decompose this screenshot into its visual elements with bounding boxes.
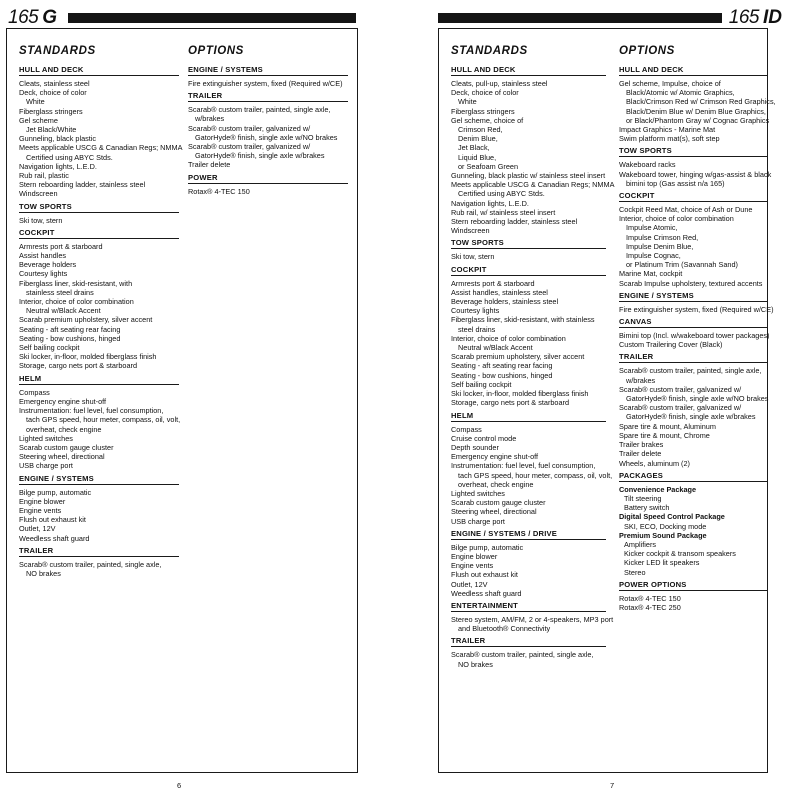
spec-item: Impulse Crimson Red,: [626, 232, 699, 242]
spec-item: Courtesy lights: [451, 306, 500, 316]
spec-item: Bilge pump, automatic: [19, 487, 92, 497]
spec-item: Black/Crimson Red w/ Crimson Red Graphics,: [626, 97, 776, 107]
standards-heading: STANDARDS: [19, 45, 96, 57]
spec-item: Rub rail, w/ stainless steel insert: [451, 207, 556, 217]
spec-item: Stereo system, AM/FM, 2 or 4-speakers, MP3 port: [451, 614, 614, 624]
spec-item: Gunneling, black plastic w/ stainless steel insert: [451, 171, 606, 181]
spec-list: [619, 485, 767, 577]
spec-item: Denim Blue,: [458, 134, 498, 144]
spec-item: White: [458, 97, 477, 107]
spec-item: Scarab premium upholstery, silver accent: [451, 352, 585, 362]
spec-item: Trailer delete: [188, 160, 231, 170]
spec-item: Fire extinguisher system, fixed (Required w/CE): [619, 304, 774, 314]
standards-heading: STANDARDS: [451, 45, 528, 57]
spec-item: tach GPS speed, hour meter, compass, oil, volt,: [26, 415, 181, 425]
options-column: [619, 45, 776, 615]
spec-item: Meets applicable USCG & Canadian Regs; NMMA: [451, 180, 615, 190]
spec-item: Impulse Denim Blue,: [626, 241, 694, 251]
spec-item: overheat, check engine: [26, 424, 102, 434]
spec-item: Spare tire & mount, Chrome: [619, 430, 710, 440]
spec-item: USB charge port: [19, 461, 73, 471]
spec-item: or Seafoam Green: [458, 161, 519, 171]
spec-item: Scarab® custom trailer, galvanized w/: [619, 384, 742, 394]
spec-item: Marine Mat, cockpit: [619, 269, 683, 279]
spec-item: Compass: [19, 387, 50, 397]
spec-item: Neutral w/Black Accent: [458, 343, 533, 353]
spec-item: Ski locker, in-floor, molded fiberglass finish: [451, 389, 589, 399]
section-heading: PACKAGES: [619, 471, 767, 482]
section-heading: ENGINE / SYSTEMS / DRIVE: [451, 529, 606, 540]
spec-item: Lighted switches: [451, 488, 505, 498]
section-heading: POWER OPTIONS: [619, 580, 767, 591]
spec-list: [619, 594, 767, 612]
section-heading: COCKPIT: [619, 191, 767, 202]
section-heading: ENGINE / SYSTEMS: [188, 65, 348, 76]
spec-item: Rotax® 4-TEC 250: [619, 602, 681, 612]
section-heading: POWER: [188, 173, 348, 184]
spec-item: GatorHyde® finish, single axle w/brakes: [626, 412, 756, 422]
section-heading: HULL AND DECK: [19, 65, 179, 76]
spec-item: GatorHyde® finish, single axle w/NO brakes: [626, 394, 769, 404]
spec-list: [451, 424, 613, 526]
spec-item: Courtesy lights: [19, 269, 68, 279]
spec-item: Storage, cargo nets port & starboard: [451, 398, 570, 408]
section-heading: TOW SPORTS: [19, 202, 179, 213]
spec-item: Navigation lights, L.E.D.: [19, 161, 97, 171]
spec-item: NO brakes: [458, 659, 493, 669]
spec-list: [619, 205, 767, 288]
spec-item: Cruise control mode: [451, 433, 517, 443]
spec-item: SKI, ECO, Docking mode: [624, 521, 707, 531]
spec-item: Scarab custom gauge cluster: [19, 442, 114, 452]
spec-item: Flush out exhaust kit: [451, 570, 518, 580]
spec-item: Beverage holders, stainless steel: [451, 297, 559, 307]
spec-item: Engine blower: [451, 551, 498, 561]
spec-item: Wakeboard tower, hinging w/gas-assist & black: [619, 169, 772, 179]
spec-list: [19, 388, 179, 471]
spec-item: Interior, choice of color combination: [451, 333, 566, 343]
spec-item: Scarab® custom trailer, galvanized w/: [619, 403, 742, 413]
spec-item: Fiberglass stringers: [19, 106, 83, 116]
spec-item: Bimini top (Incl. w/wakeboard tower packages): [619, 331, 770, 341]
spec-item: Deck, choice of color: [19, 88, 87, 98]
model-number: 165: [728, 7, 759, 28]
section-heading: COCKPIT: [19, 228, 179, 239]
spec-item: Fire extinguisher system, fixed (Required w/CE): [188, 79, 343, 88]
spec-item: Crimson Red,: [458, 125, 503, 135]
spec-list: [451, 614, 614, 634]
spec-item: Navigation lights, L.E.D.: [451, 198, 529, 208]
spec-item: Instrumentation: fuel level, fuel consumption,: [19, 406, 164, 416]
spec-item: Steering wheel, directional: [451, 507, 537, 517]
spec-list: [619, 331, 770, 350]
spec-list: [19, 216, 179, 225]
page-number: 6: [177, 781, 182, 790]
spec-item: Seating - aft seating rear facing: [19, 324, 121, 334]
spec-item: Gel scheme: [19, 115, 58, 125]
section-heading: TRAILER: [451, 636, 606, 647]
spec-item: Black/Denim Blue w/ Denim Blue Graphics,: [626, 106, 766, 116]
spec-item: Outlet, 12V: [451, 579, 488, 589]
spec-item: Lighted switches: [19, 433, 73, 443]
spec-list: [451, 79, 615, 236]
spec-item: Amplifiers: [624, 539, 657, 549]
spec-item: Assist handles, stainless steel: [451, 287, 548, 297]
spec-list: [451, 279, 606, 408]
spec-item: Impulse Atomic,: [626, 223, 678, 233]
section-heading: TOW SPORTS: [619, 146, 767, 157]
spec-item: Scarab® custom trailer, galvanized w/: [188, 142, 311, 152]
spec-item: Self bailing cockpit: [451, 379, 512, 389]
spec-list: [19, 560, 179, 578]
section-heading: ENTERTAINMENT: [451, 601, 606, 612]
spec-item: Emergency engine shut-off: [19, 396, 107, 406]
spec-list: [188, 105, 348, 169]
spec-item: bimini top (Gas assist n/a 165): [626, 178, 725, 188]
spec-item: Black/Atomic w/ Atomic Graphics,: [626, 88, 735, 98]
spec-item: Deck, choice of color: [451, 88, 519, 98]
spec-item: w/brakes: [195, 114, 225, 124]
spec-item: Battery switch: [624, 503, 670, 513]
spec-item: Seating - bow cushions, hinged: [451, 370, 553, 380]
spec-list: [619, 160, 772, 188]
spec-item: Jet Black,: [458, 143, 490, 153]
spec-item: Custom Trailering Cover (Black): [619, 340, 723, 350]
spec-item: Windscreen: [451, 226, 490, 236]
spec-item: Flush out exhaust kit: [19, 515, 86, 525]
section-heading: ENGINE / SYSTEMS: [19, 474, 179, 485]
spec-item: Neutral w/Black Accent: [26, 306, 101, 316]
spec-item: Ski tow, stern: [19, 215, 63, 225]
spec-item: Impulse Cognac,: [626, 251, 681, 261]
spec-item: Armrests port & starboard: [451, 278, 535, 288]
spec-item: Ski locker, in-floor, molded fiberglass finish: [19, 352, 157, 362]
spec-item: Cleats, stainless steel: [19, 79, 90, 88]
section-heading: TRAILER: [19, 546, 179, 557]
spec-item: Fiberglass liner, skid-resistant, with: [19, 278, 133, 288]
spec-item: Windscreen: [19, 189, 58, 199]
options-heading: OPTIONS: [188, 45, 244, 57]
spec-item: Fiberglass stringers: [451, 106, 515, 116]
spec-item: Gel scheme, Impulse, choice of: [619, 79, 721, 88]
spec-item: Storage, cargo nets port & starboard: [19, 361, 138, 371]
spec-list: [451, 650, 606, 668]
spec-item: steel drains: [458, 324, 496, 334]
spec-list: [188, 79, 348, 88]
standards-column: [19, 45, 183, 581]
spec-item: or Platinum Trim (Savannah Sand): [626, 260, 738, 270]
standards-column: [451, 45, 615, 672]
section-heading: CANVAS: [619, 317, 767, 328]
spec-item: Wakeboard racks: [619, 160, 676, 170]
spec-item: Interior, choice of color combination: [619, 214, 734, 224]
spec-item: Steering wheel, directional: [19, 452, 105, 462]
spec-item: Premium Sound Package: [619, 530, 707, 540]
section-heading: ENGINE / SYSTEMS: [619, 291, 767, 302]
spec-list: [619, 304, 774, 314]
spec-item: Rotax® 4-TEC 150: [619, 593, 681, 603]
spec-item: w/brakes: [626, 375, 656, 385]
spec-item: Outlet, 12V: [19, 524, 56, 534]
spec-item: and Bluetooth® Connectivity: [458, 624, 551, 634]
spec-list: [451, 543, 606, 598]
spec-item: GatorHyde® finish, single axle w/brakes: [195, 151, 325, 161]
page-number: 7: [610, 781, 615, 790]
spec-item: Kicker cockpit & transom speakers: [624, 549, 736, 559]
spec-item: Scarab® custom trailer, painted, single axle,: [188, 105, 331, 115]
spec-list: [619, 79, 776, 144]
spec-item: Instrumentation: fuel level, fuel consumption,: [451, 461, 596, 471]
spec-item: Liquid Blue,: [458, 152, 497, 162]
spec-item: Ski tow, stern: [451, 252, 495, 262]
spec-item: Engine vents: [19, 505, 62, 515]
page-title-left: [8, 8, 57, 28]
spec-item: Scarab® custom trailer, painted, single axle,: [19, 559, 162, 569]
spec-item: Scarab® custom trailer, painted, single axle,: [451, 650, 594, 660]
spec-item: Trailer brakes: [619, 440, 664, 450]
spec-item: Wheels, aluminum (2): [619, 458, 690, 468]
spec-item: tach GPS speed, hour meter, compass, oil, volt,: [458, 470, 613, 480]
spec-item: Rotax® 4-TEC 150: [188, 186, 250, 196]
spec-item: GatorHyde® finish, single axle w/NO brakes: [195, 132, 338, 142]
spec-item: Stereo: [624, 567, 646, 577]
spec-item: Spare tire & mount, Aluminum: [619, 421, 716, 431]
model-name: G: [42, 7, 57, 28]
spec-item: Trailer delete: [619, 449, 662, 459]
spec-item: Cleats, pull-up, stainless steel: [451, 79, 548, 88]
spec-list: [19, 242, 179, 371]
spec-item: Certified using ABYC Stds.: [26, 152, 113, 162]
spec-item: Cockpit Reed Mat, choice of Ash or Dune: [619, 205, 753, 215]
spec-list: [188, 187, 348, 196]
spec-item: Gel scheme, choice of: [451, 115, 524, 125]
spec-list: [451, 252, 606, 261]
spec-item: Kicker LED lit speakers: [624, 558, 700, 568]
spec-item: Emergency engine shut-off: [451, 452, 539, 462]
options-heading: OPTIONS: [619, 45, 675, 57]
model-name: ID: [763, 7, 782, 28]
spec-item: Jet Black/White: [26, 125, 77, 135]
section-heading: COCKPIT: [451, 265, 606, 276]
header-bar: [438, 13, 722, 23]
spec-item: Stern reboarding ladder, stainless steel: [19, 180, 146, 190]
spec-item: Bilge pump, automatic: [451, 542, 524, 552]
spec-item: Stern reboarding ladder, stainless steel: [451, 217, 578, 227]
spec-item: Convenience Package: [619, 484, 697, 494]
spec-list: [19, 79, 183, 199]
section-heading: TOW SPORTS: [451, 238, 606, 249]
section-heading: TRAILER: [188, 91, 348, 102]
spec-item: Certified using ABYC Stds.: [458, 189, 545, 199]
spec-item: Armrests port & starboard: [19, 241, 103, 251]
section-heading: TRAILER: [619, 352, 767, 363]
right-page: [400, 0, 800, 791]
spec-box: [438, 28, 776, 773]
spec-item: NO brakes: [26, 568, 61, 578]
spec-item: Seating - bow cushions, hinged: [19, 333, 121, 343]
spec-item: Scarab premium upholstery, silver accent: [19, 315, 153, 325]
spec-item: USB charge port: [451, 516, 505, 526]
spec-item: Rub rail, plastic: [19, 171, 69, 181]
spec-box: [6, 28, 358, 773]
spec-item: Swim platform mat(s), soft step: [619, 134, 720, 144]
spec-item: Weedless shaft guard: [451, 588, 522, 598]
spec-item: overheat, check engine: [458, 479, 534, 489]
spec-item: Engine vents: [451, 561, 494, 571]
spec-item: Engine blower: [19, 496, 66, 506]
spec-item: Scarab Impulse upholstery, textured accents: [619, 278, 763, 288]
spec-item: Scarab custom gauge cluster: [451, 498, 546, 508]
spec-item: Meets applicable USCG & Canadian Regs; NMMA: [19, 143, 183, 153]
spec-item: Digital Speed Control Package: [619, 512, 725, 522]
spec-item: Impact Graphics - Marine Mat: [619, 125, 716, 135]
options-column: [188, 45, 348, 199]
spec-item: White: [26, 97, 45, 107]
spec-item: Beverage holders: [19, 260, 77, 270]
spec-item: Self bailing cockpit: [19, 343, 80, 353]
page-title-right: [729, 8, 782, 28]
spec-item: Gunneling, black plastic: [19, 134, 97, 144]
spec-item: Seating - aft seating rear facing: [451, 361, 553, 371]
spec-item: Assist handles: [19, 251, 67, 261]
header-bar: [68, 13, 356, 23]
spec-item: Tilt steering: [624, 493, 662, 503]
spec-item: Compass: [451, 424, 482, 434]
spec-item: Interior, choice of color combination: [19, 297, 134, 307]
spec-item: Weedless shaft guard: [19, 533, 90, 543]
section-heading: HULL AND DECK: [619, 65, 767, 76]
spec-item: Depth sounder: [451, 442, 499, 452]
section-heading: HELM: [451, 411, 606, 422]
spec-item: stainless steel drains: [26, 287, 94, 297]
spec-item: Scarab® custom trailer, galvanized w/: [188, 123, 311, 133]
spec-item: Fiberglass liner, skid-resistant, with stainless: [451, 315, 595, 325]
section-heading: HELM: [19, 374, 179, 385]
spec-list: [619, 366, 767, 467]
spec-item: or Black/Phantom Gray w/ Cognac Graphics: [626, 115, 770, 125]
spec-list: [19, 488, 179, 543]
spec-item: Scarab® custom trailer, painted, single axle,: [619, 366, 762, 376]
model-number: 165: [8, 7, 39, 28]
section-heading: HULL AND DECK: [451, 65, 606, 76]
